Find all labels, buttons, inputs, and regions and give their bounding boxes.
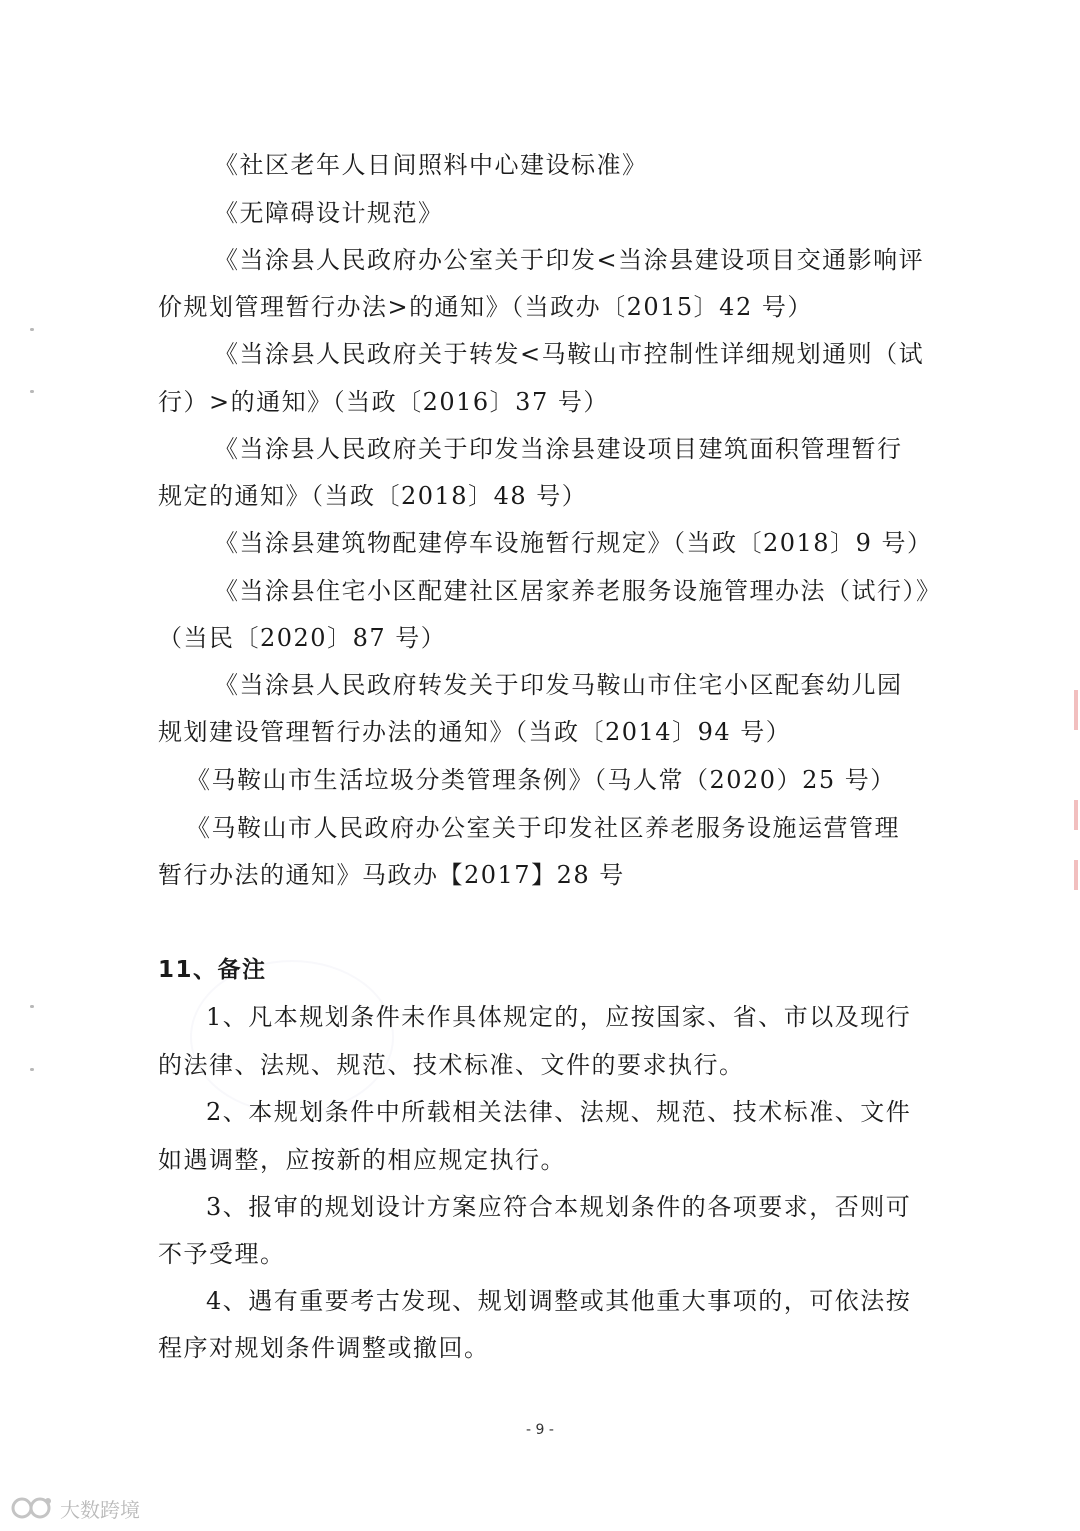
section-heading: 11、备注 xyxy=(158,957,267,983)
reference-line: 价规划管理暂行办法>的通知》（当政办〔2015〕42 号） xyxy=(158,293,813,321)
note-line: 的法律、法规、规范、技术标准、文件的要求执行。 xyxy=(158,1051,745,1079)
page-number: - 9 - xyxy=(526,1422,554,1438)
note-line: 1、凡本规划条件未作具体规定的，应按国家、省、市以及现行 xyxy=(206,1003,912,1031)
scan-speck xyxy=(30,328,34,331)
reference-line: 暂行办法的通知》马政办【2017】28 号 xyxy=(158,861,625,889)
reference-line: 规划建设管理暂行办法的通知》（当政〔2014〕94 号） xyxy=(158,718,792,746)
note-line: 不予受理。 xyxy=(158,1240,286,1268)
reference-line: 《马鞍山市人民政府办公室关于印发社区养老服务设施运营管理 xyxy=(186,814,900,842)
note-line: 2、本规划条件中所载相关法律、法规、规范、技术标准、文件 xyxy=(206,1098,912,1126)
reference-line: 《无障碍设计规范》 xyxy=(214,199,444,227)
note-line: 4、遇有重要考古发现、规划调整或其他重大事项的，可依法按 xyxy=(206,1287,912,1315)
reference-line: 《当涂县人民政府转发关于印发马鞍山市住宅小区配套幼儿园 xyxy=(214,671,903,699)
scan-speck xyxy=(30,390,34,393)
watermark xyxy=(10,1493,140,1523)
red-seal-edge xyxy=(1074,860,1078,890)
reference-line: 《当涂县人民政府办公室关于印发<当涂县建设项目交通影响评 xyxy=(214,246,925,274)
reference-line: （当民〔2020〕87 号） xyxy=(158,624,447,652)
reference-line: 《当涂县人民政府关于转发<马鞍山市控制性详细规划通则（试 xyxy=(214,340,925,368)
red-seal-edge xyxy=(1074,690,1078,730)
scan-speck xyxy=(30,1005,34,1008)
reference-line: 规定的通知》（当政〔2018〕48 号） xyxy=(158,482,588,510)
scan-speck xyxy=(30,1068,34,1071)
watermark-text: 大数跨境 xyxy=(60,1497,140,1522)
reference-line: 《当涂县住宅小区配建社区居家养老服务设施管理办法（试行）》 xyxy=(214,577,942,605)
note-line: 如遇调整，应按新的相应规定执行。 xyxy=(158,1146,566,1174)
reference-line: 《当涂县建筑物配建停车设施暂行规定》（当政〔2018〕9 号） xyxy=(214,529,933,557)
reference-line: 《社区老年人日间照料中心建设标准》 xyxy=(214,151,648,179)
reference-line: 行）>的通知》（当政〔2016〕37 号） xyxy=(158,388,609,416)
note-line: 3、报审的规划设计方案应符合本规划条件的各项要求，否则可 xyxy=(206,1193,912,1221)
watermark-logo-icon xyxy=(10,1495,54,1521)
note-line: 程序对规划条件调整或撤回。 xyxy=(158,1334,490,1362)
reference-line: 《马鞍山市生活垃圾分类管理条例》（马人常（2020）25 号） xyxy=(186,766,896,794)
red-seal-edge xyxy=(1074,800,1078,830)
reference-line: 《当涂县人民政府关于印发当涂县建设项目建筑面积管理暂行 xyxy=(214,435,903,463)
